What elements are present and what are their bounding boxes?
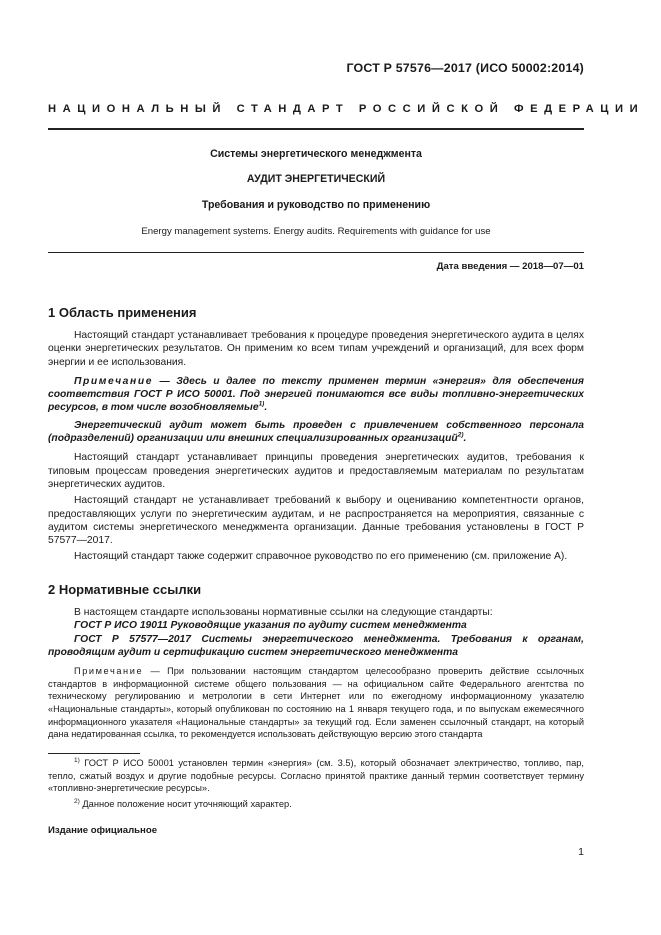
audit-text: Энергетический аудит может быть проведен с привлечением собственного персонала (подразделений) организации или внешних специализированных организаций <box>48 419 584 445</box>
footnote-1 <box>48 757 584 795</box>
doc-code: ГОСТ Р 57576—2017 (ИСО 50002:2014) <box>346 61 584 75</box>
note-text: — Здесь и далее по тексту применен термин «энергия» для обеспечения соответствия ГОСТ Р ИСО 50001. Под энергией понимаются все виды топливно-энергетических ресурсов, в том числе возобновляемые <box>48 375 584 414</box>
title-scope: Требования и руководство по применению <box>201 199 431 211</box>
national-standard-banner: НАЦИОНАЛЬНЫЙ СТАНДАРТ РОССИЙСКОЙ ФЕДЕРАЦИИ <box>48 103 645 115</box>
section-2-body <box>48 606 584 741</box>
introduction-date: Дата введения — 2018—07—01 <box>436 261 584 272</box>
title-rule <box>48 252 584 253</box>
note-end: . <box>264 402 268 414</box>
references-intro: В настоящем стандарте использованы нормативные ссылки на следующие стандарты: <box>74 607 493 618</box>
audit-note <box>48 419 584 446</box>
audit-end: . <box>463 433 467 445</box>
footnote-2-text: Данное положение носит уточняющий характер. <box>79 798 292 809</box>
scope-paragraph-1: Настоящий стандарт устанавливает требования к процедуре проведения энергетического аудита в целях оценки энергетических результатов. Он применим ко всем типам учреждений и организаций, для всех форм энергии и ее использования. <box>48 330 584 368</box>
section-1-body <box>48 329 584 564</box>
reference-item-2: ГОСТ Р 57577—2017 Системы энергетического менеджмента. Требования к органам, проводящим аудит и сертификацию систем энергетического менеджмента <box>48 633 584 658</box>
footnotes <box>48 757 584 810</box>
header-rule <box>48 128 584 130</box>
reference-item-1: ГОСТ Р ИСО 19011 Руководящие указания по аудиту систем менеджмента <box>74 620 467 632</box>
footnote-ref-2: 2) <box>457 431 464 439</box>
scope-paragraph-3: Настоящий стандарт не устанавливает требований к выбору и оцениванию компетентности органов, предоставляющих услуги по энергетическим аудитам, и не распространяется на мероприятия, связанные с аудитом системы энергетического менеджмента организации. Данные требования установлены в ГОСТ Р 57577—2017. <box>48 495 584 547</box>
scope-paragraph-4: Настоящий стандарт также содержит справочное руководство по его применению (см. приложение А). <box>74 551 568 563</box>
footnote-2 <box>48 798 584 811</box>
section-1-heading: 1 Область применения <box>48 305 197 320</box>
footnote-ref-1: 1) <box>258 401 265 409</box>
footnote-1-text: ГОСТ Р ИСО 50001 установлен термин «энергия» (см. 3.5), который обозначает электричество, топливо, пар, тепло, сжатый воздух и другие подобные ресурсы. Согласно принятой практике данный термин соответствует термину «топливно-энергетические ресурсы». <box>48 758 584 794</box>
footnote-2-marker: 2) <box>74 797 80 805</box>
note-label: Примечание <box>74 375 154 387</box>
document-page <box>48 0 645 935</box>
edition-label: Издание официальное <box>48 825 158 836</box>
scope-note <box>48 375 584 415</box>
footnote-rule <box>48 753 140 754</box>
title-main: Системы энергетического менеджмента <box>210 148 422 160</box>
title-subject: АУДИТ ЭНЕРГЕТИЧЕСКИЙ <box>246 173 386 185</box>
references-note <box>48 665 584 741</box>
footnote-1-marker: 1) <box>74 756 80 764</box>
scope-paragraph-2: Настоящий стандарт устанавливает принципы проведения энергетических аудитов, требования к типовым процессам проведения энергетических аудитов и предоставляемым материалам по результатам энергетических аудитов. <box>48 452 584 490</box>
page-number: 1 <box>578 846 584 858</box>
note-text: — При пользовании настоящим стандартом целесообразно проверить действие ссылочных стандартов в информационной системе общего пользования — на официальном сайте Федерального агентства по техническому регулированию и метрологии в сети Интернет или по ежегодному информационному указателю «Национальные стандарты», который опубликован по состоянию на 1 января текущего года, и по выпускам ежемесячного информационного указателя «Национальные стандарты» за текущий год. Если заменен ссылочный стандарт, на который дана недатированная ссылка, то рекомендуется использовать действующую версию этого стандарта <box>48 666 584 740</box>
title-english: Energy management systems. Energy audits. Requirements with guidance for use <box>141 226 491 237</box>
section-2-heading: 2 Нормативные ссылки <box>48 582 202 597</box>
note-label: Примечание <box>74 666 144 677</box>
